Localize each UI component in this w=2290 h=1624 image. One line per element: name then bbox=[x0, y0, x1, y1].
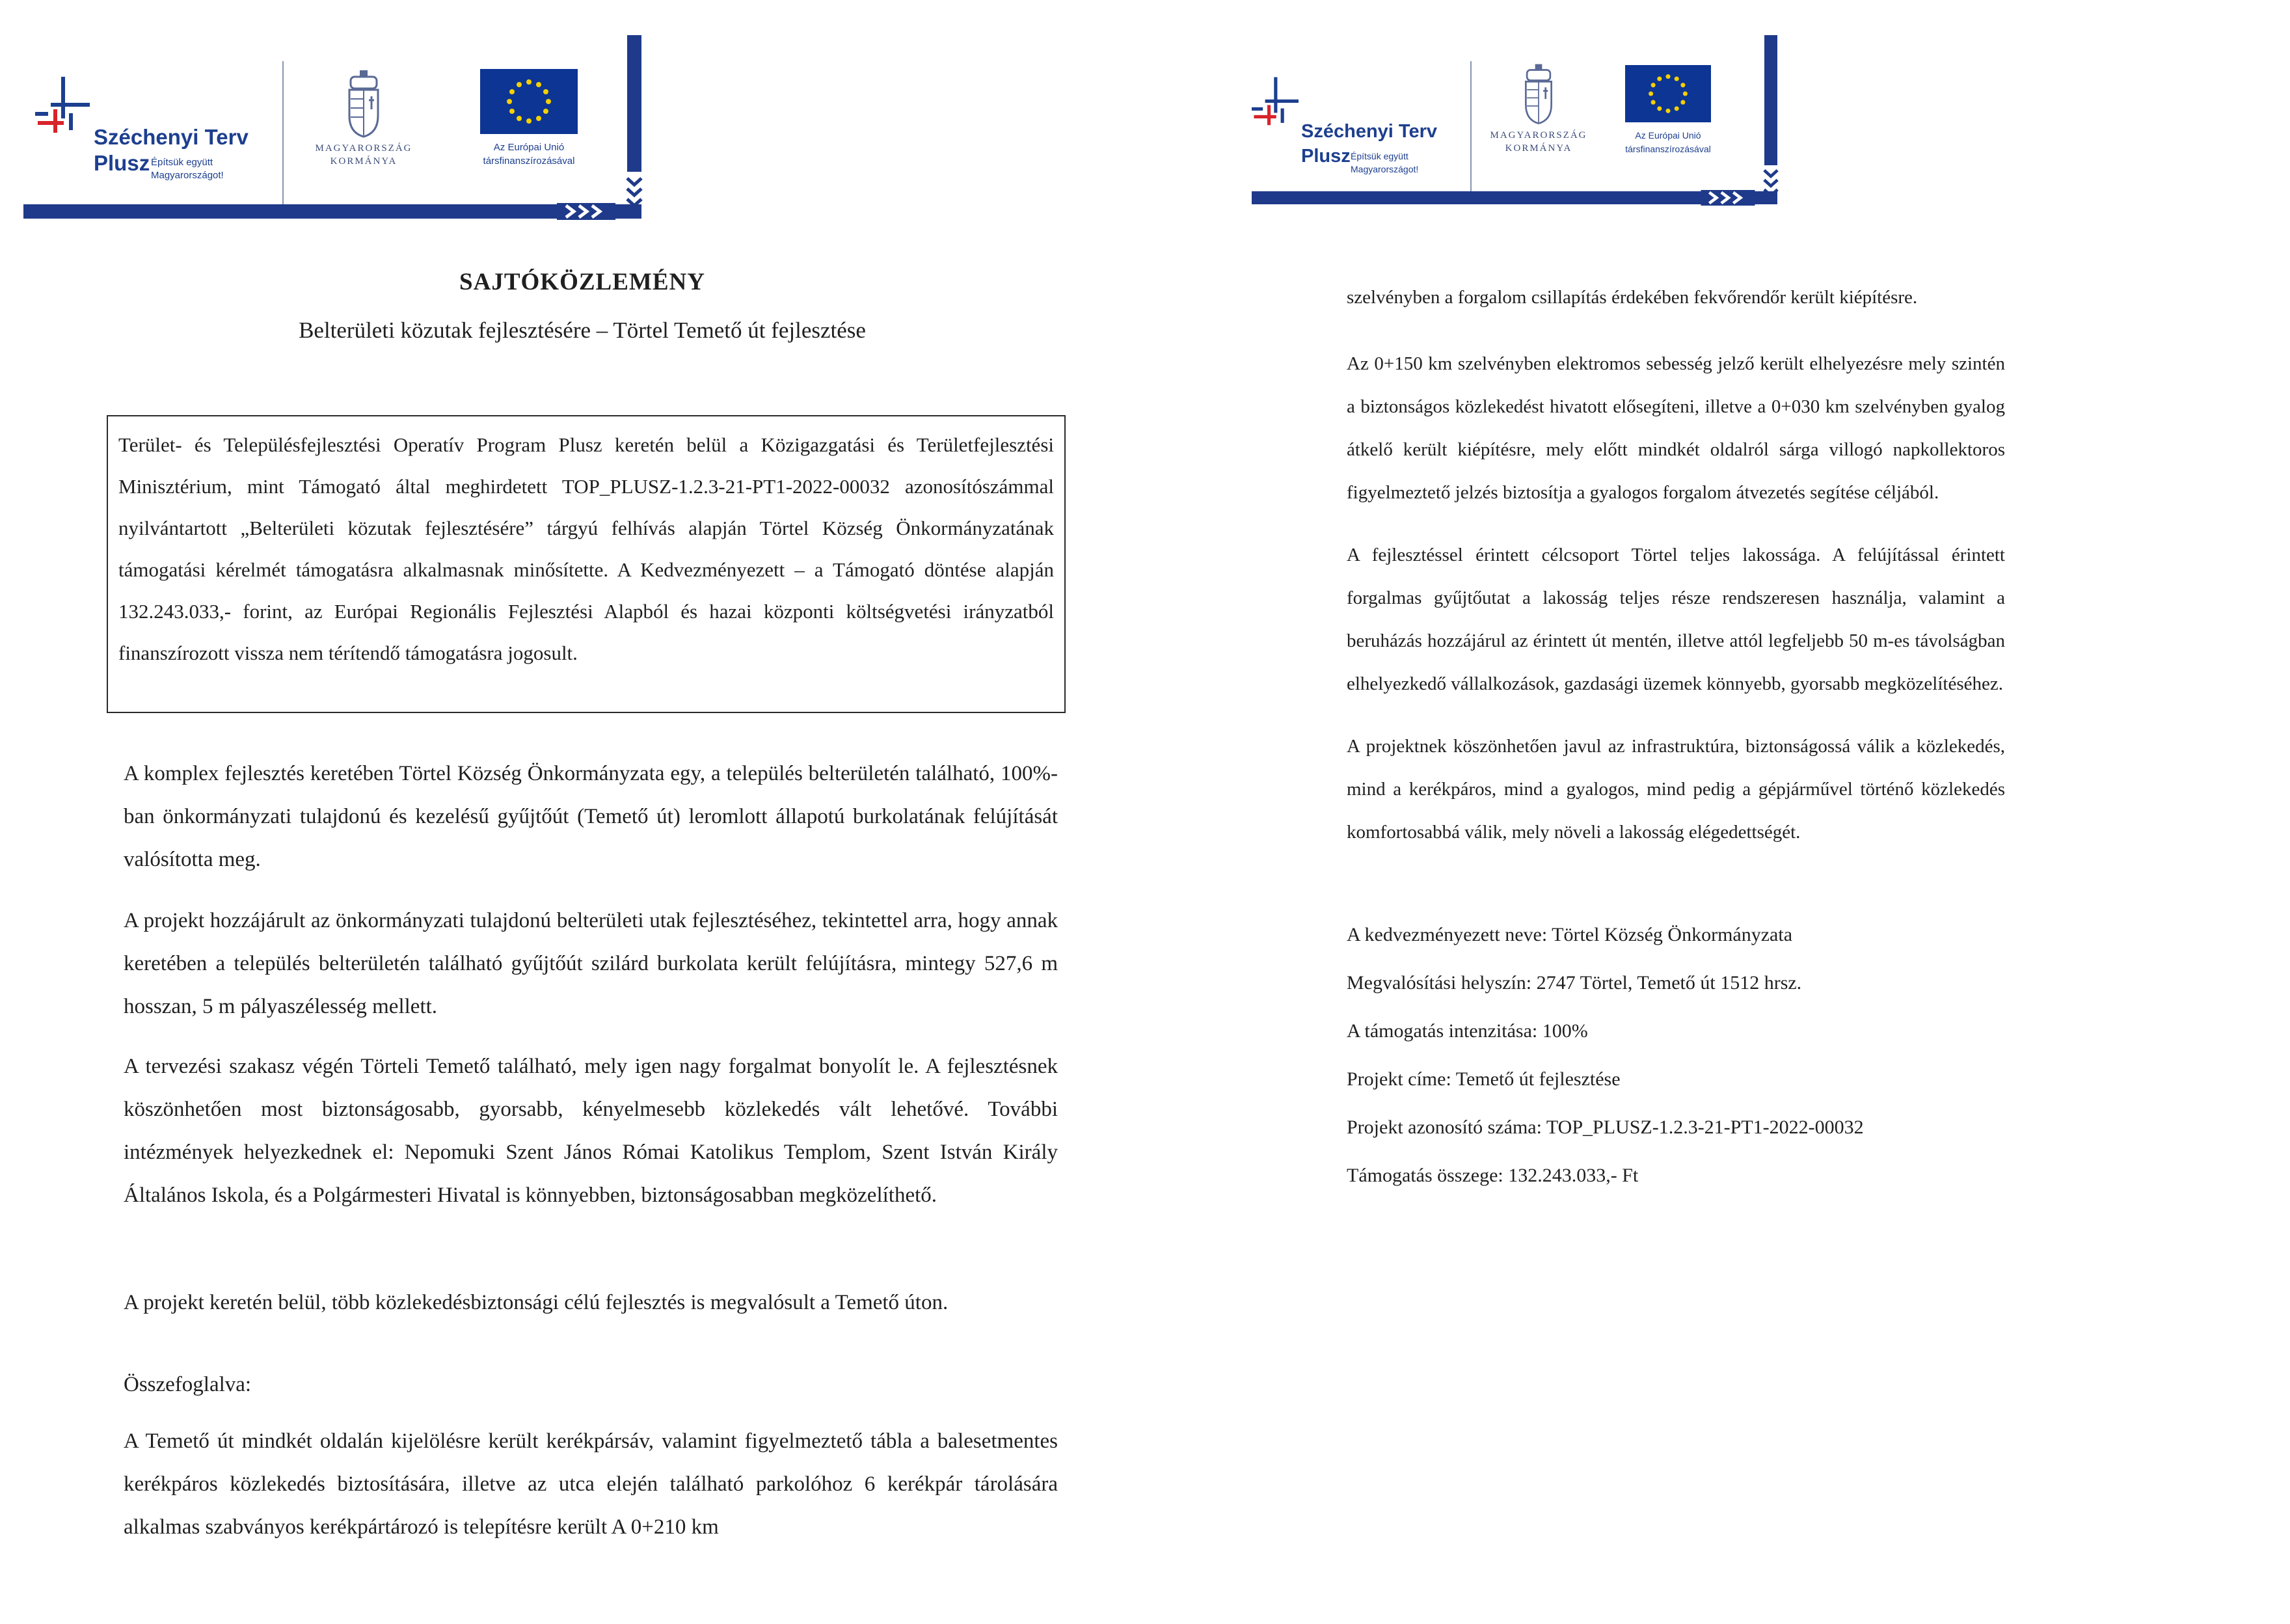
eu-cofinancing-logo bbox=[454, 69, 604, 168]
document-title: SAJTÓKÖZLEMÉNY bbox=[459, 269, 705, 295]
gov-text-line-2: KORMÁNYA bbox=[330, 156, 397, 167]
brand-tagline: Építsük együtt Magyarországot! bbox=[151, 157, 224, 181]
brand-tagline: Építsük együtt Magyarországot! bbox=[1351, 151, 1419, 174]
brand-plus: Plusz bbox=[94, 151, 150, 175]
body-paragraph: A projekt hozzájárult az önkormányzati tulajdonú belterületi utak fejlesztéséhez, tekintettel arra, hogy annak keretében a település belterületén található gyűjtőút szilárd burkolata került felújításra, mintegy 527,6 m hosszan, 5 m pályaszélesség mellett. bbox=[124, 909, 1058, 1018]
body-paragraph: Az 0+150 km szelvényben elektromos sebesség jelző került elhelyezésre mely szintén a biztonságos közlekedést hivatott elősegíteni, illetve a 0+030 km szelvényben gyalog átkelő került kiépítésre, mely előtt mindkét oldalról sárga villogó napkollektoros figyelmeztető jelzés biztosítja a gyalogos forgalom átvezetés segítése céljából. bbox=[1347, 353, 2005, 503]
brand-plus: Plusz bbox=[1301, 146, 1351, 167]
body-paragraph: A komplex fejlesztés keretében Törtel Község Önkormányzata egy, a település belterületén található, 100%-ban önkormányzati tulajdonú és kezelésű gyűjtőút (Temető út) leromlott állapotú burkolatának felújítását valósította meg. bbox=[124, 762, 1058, 871]
eu-flag-icon bbox=[480, 69, 578, 134]
szechenyi-plus-mark-icon bbox=[1252, 77, 1299, 144]
info-project-title: Projekt címe: Temető út fejlesztése bbox=[1347, 1068, 1621, 1090]
eu-text-line-1: Az Európai Unió bbox=[1635, 130, 1701, 141]
hungarian-government-logo bbox=[1483, 64, 1594, 155]
gov-text-line-1: MAGYARORSZÁG bbox=[315, 143, 412, 154]
eu-flag-icon bbox=[1625, 65, 1711, 122]
hungarian-coat-of-arms-icon bbox=[1522, 64, 1555, 125]
summary-label: Összefoglalva: bbox=[124, 1373, 252, 1396]
body-paragraph: A projekt keretén belül, több közlekedésbiztonsági célú fejlesztés is megvalósult a Temető úton. bbox=[124, 1291, 949, 1314]
eu-text-line-2: társfinanszírozásával bbox=[483, 156, 575, 167]
eu-text-line-1: Az Európai Unió bbox=[493, 142, 565, 153]
funding-summary-text: Terület- és Településfejlesztési Operatív Program Plusz keretén belül a Közigazgatási és Területfejlesztési Minisztérium, mint Támogató által meghirdetett TOP_PLUSZ-1.2.3-21-PT1-2022-00032 azonosítószámmal nyilvántartott „Belterületi közutak fejlesztésére” tárgyú felhívás alapján Törtel Község Önkormányzatának támogatási kérelmét támogatásra alkalmasnak minősítette. A Kedvezményezett – a Támogató döntése alapján 132.243.033,- forint, az Európai Regionális Fejlesztési Alapból és hazai központi költségvetési irányzatból finanszírozott vissza nem térítendő támogatásra jogosult. bbox=[118, 433, 1054, 664]
body-paragraph: A fejlesztéssel érintett célcsoport Törtel teljes lakossága. A felújítással érintett forgalmas gyűjtőutat a lakosság teljes része rendszeresen használja, valamint a beruházás hozzájárul az érintett út mentén, illetve attól legfeljebb 50 m-es távolságban elhelyezkedő vállalkozások, gazdasági üzemek könnyebb, gyorsabb megközelítéséhez. bbox=[1347, 545, 2005, 694]
funding-header-banner bbox=[23, 35, 641, 224]
body-paragraph: A Temető út mindkét oldalán kijelölésre került kerékpársáv, valamint figyelmeztető tábla a balesetmentes kerékpáros közlekedés biztosítására, illetve az utca elején található parkolóhoz 6 kerékpár tárolására alkalmas szabványos kerékpártározó is telepítésre került A 0+210 km bbox=[124, 1429, 1058, 1539]
body-paragraph: A projektnek köszönhetően javul az infrastruktúra, biztonságossá válik a közlekedés, mind a kerékpáros, mind a gyalogos, mind pedig a gépjárművel történő közlekedés komfortosabbá válik, mely növeli a lakosság elégedettségét. bbox=[1347, 736, 2005, 843]
chevron-right-arrows-icon bbox=[1701, 190, 1755, 206]
brand-name: Széchenyi Terv bbox=[94, 125, 249, 149]
body-paragraph: szelvényben a forgalom csillapítás érdekében fekvőrendőr került kiépítésre. bbox=[1347, 287, 1918, 308]
header-band-vertical bbox=[1764, 35, 1777, 165]
gov-text-line-2: KORMÁNYA bbox=[1505, 143, 1572, 154]
funding-header-banner bbox=[1252, 35, 1779, 211]
brand-name: Széchenyi Terv bbox=[1301, 121, 1438, 142]
header-divider bbox=[1470, 61, 1472, 191]
press-release-page-2 bbox=[1145, 0, 2290, 1624]
eu-text-line-2: társfinanszírozásával bbox=[1625, 144, 1711, 154]
info-location: Megvalósítási helyszín: 2747 Törtel, Temető út 1512 hrsz. bbox=[1347, 972, 1802, 994]
header-band-horizontal bbox=[1252, 191, 1777, 204]
gov-text-line-1: MAGYARORSZÁG bbox=[1490, 130, 1587, 141]
info-support-intensity: A támogatás intenzitása: 100% bbox=[1347, 1020, 1588, 1042]
header-band-horizontal bbox=[23, 204, 641, 219]
hungarian-coat-of-arms-icon bbox=[345, 70, 382, 138]
funding-summary-box bbox=[107, 415, 1066, 713]
eu-cofinancing-logo bbox=[1603, 65, 1733, 156]
hungarian-government-logo bbox=[302, 70, 425, 168]
info-support-amount: Támogatás összege: 132.243.033,- Ft bbox=[1347, 1165, 1639, 1186]
chevron-right-arrows-icon bbox=[557, 203, 615, 220]
body-paragraph: A tervezési szakasz végén Törteli Temető található, mely igen nagy forgalmat bonyolít le. A fejlesztésnek köszönhetően most biztonságosabb, gyorsabb, kényelmesebb közlekedés vált lehetővé. További intézmények helyezkednek el: Nepomuki Szent János Római Katolikus Templom, Szent István Király Általános Iskola, és a Polgármesteri Hivatal is könnyebben, biztonságosabban megközelíthető. bbox=[124, 1055, 1058, 1207]
info-beneficiary-name: A kedvezményezett neve: Törtel Község Önkormányzata bbox=[1347, 924, 1793, 945]
document-subtitle: Belterületi közutak fejlesztésére – Törtel Temető út fejlesztése bbox=[299, 318, 866, 343]
chevron-down-arrows-icon bbox=[625, 176, 644, 211]
header-divider bbox=[282, 61, 284, 204]
header-band-vertical bbox=[627, 35, 641, 172]
info-project-id: Projekt azonosító száma: TOP_PLUSZ-1.2.3-21-PT1-2022-00032 bbox=[1347, 1116, 1864, 1138]
chevron-down-arrows-icon bbox=[1762, 168, 1780, 200]
szechenyi-plus-mark-icon bbox=[35, 77, 90, 155]
